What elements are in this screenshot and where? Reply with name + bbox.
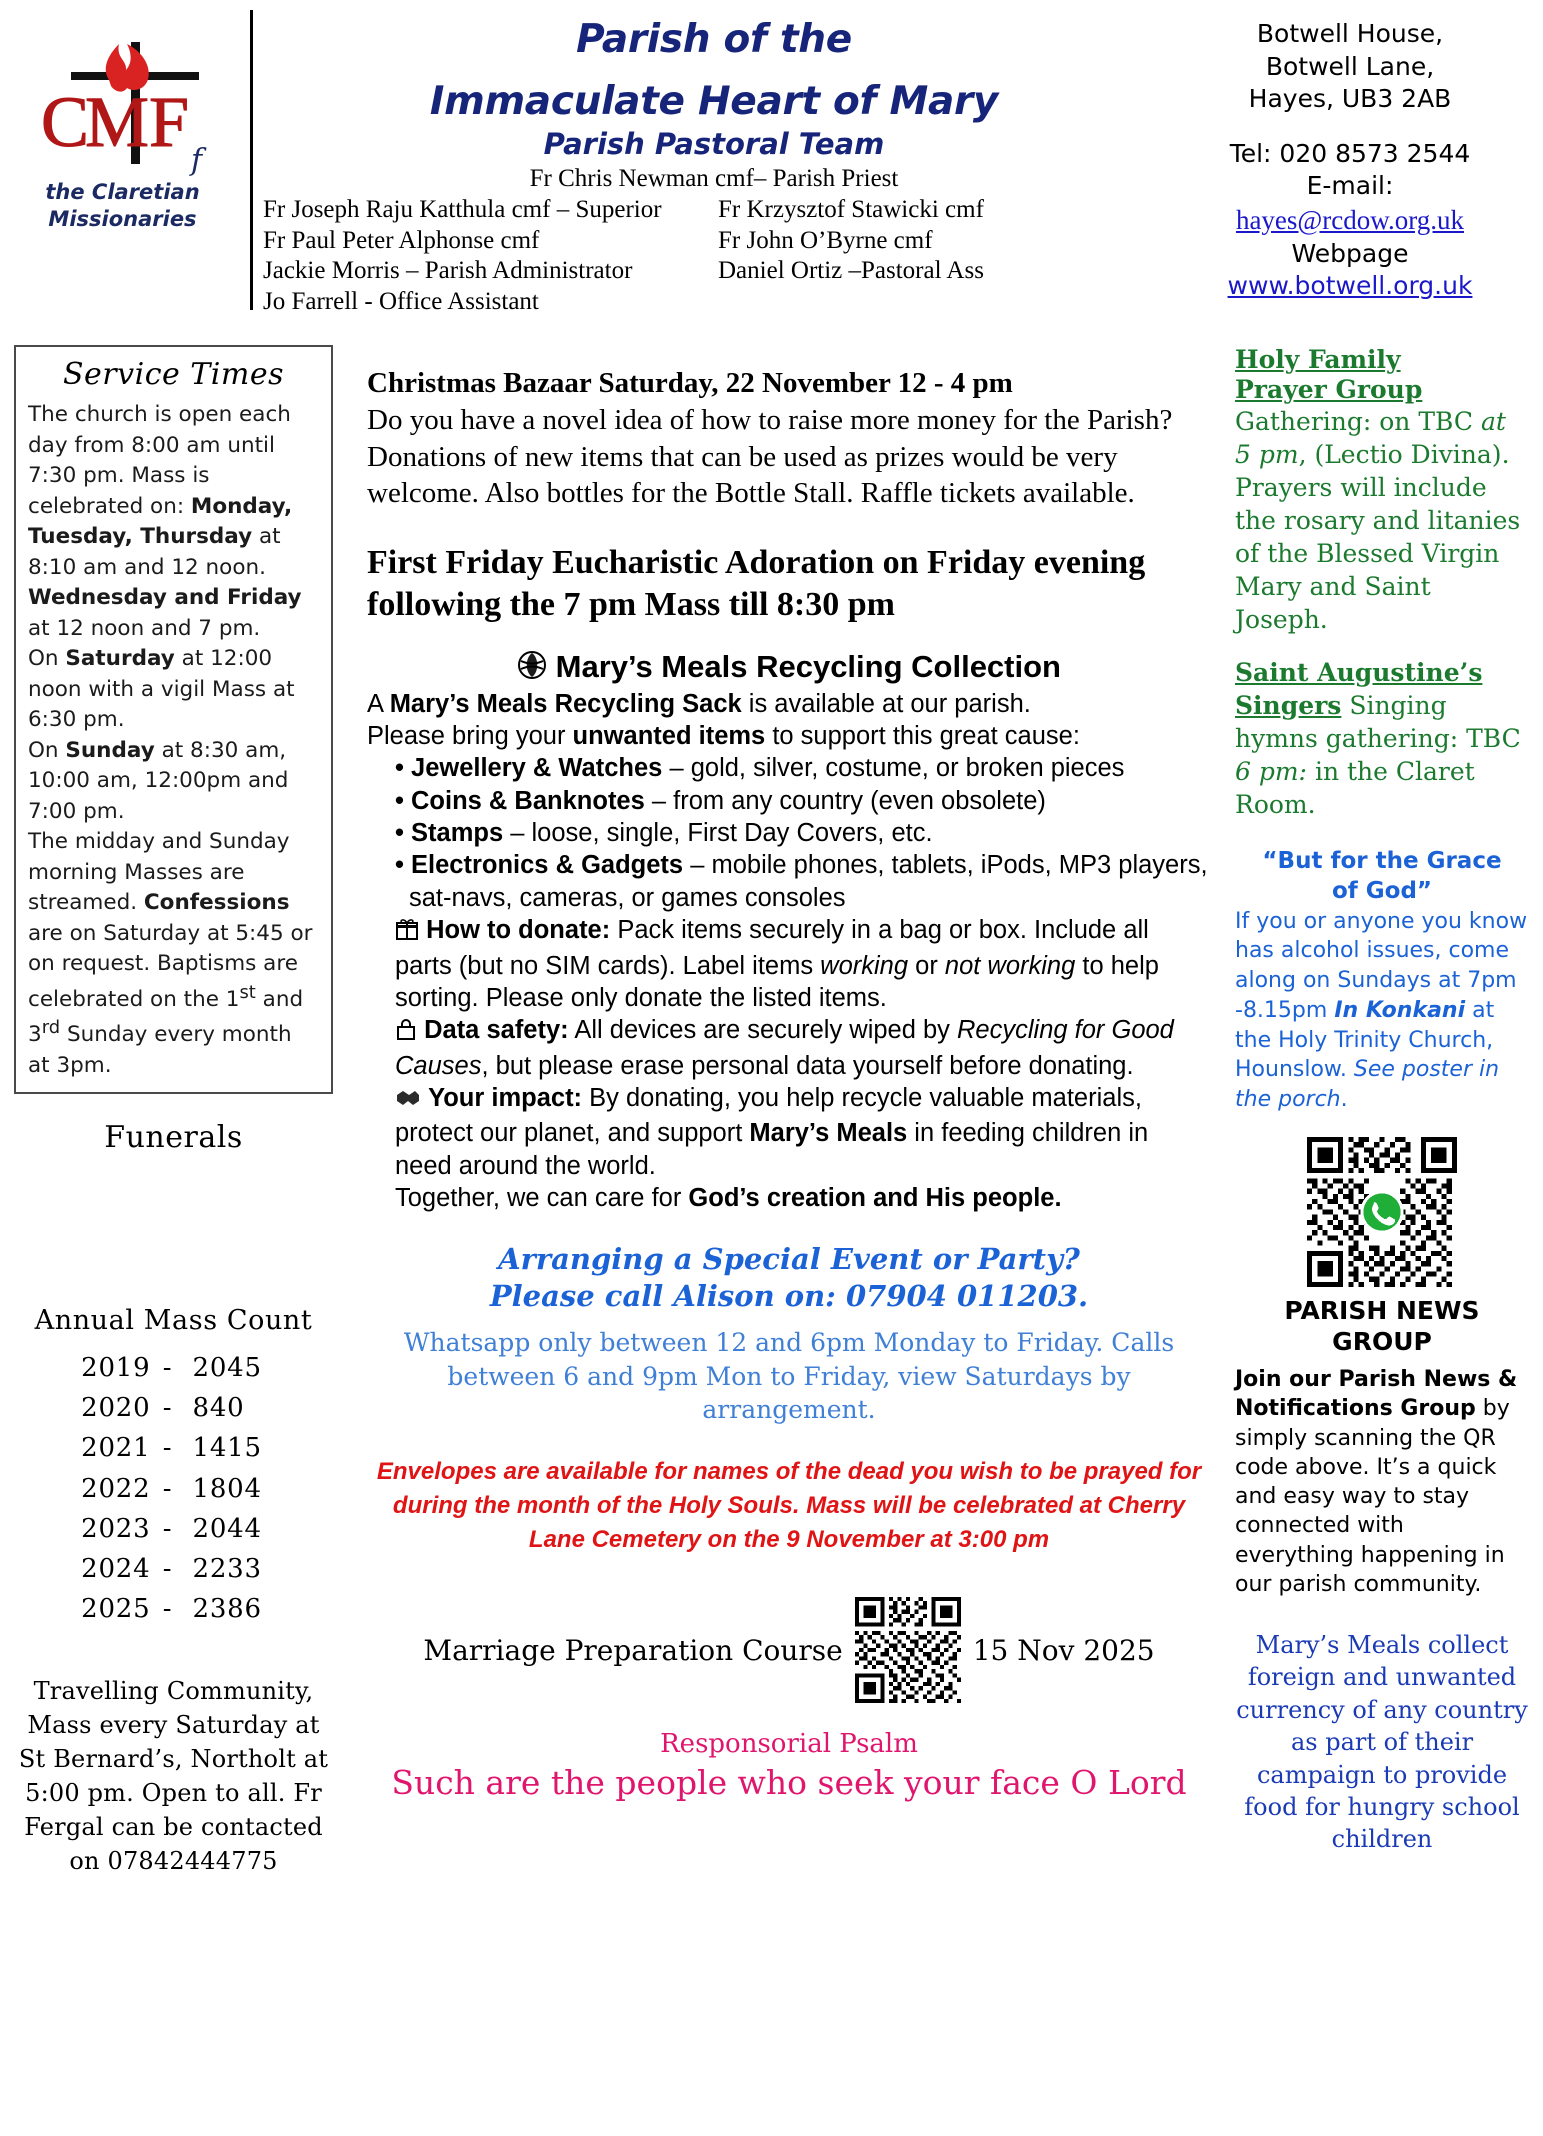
parish-title-line2: Immaculate Heart of Mary — [429, 78, 999, 124]
mass-count-title: Annual Mass Count — [34, 1304, 313, 1336]
mass-count-dash: - — [162, 1433, 173, 1464]
mass-count-value: 840 — [192, 1392, 245, 1423]
mass-count-dash: - — [162, 1392, 173, 1423]
special-event-line1: Arranging a Special Event or Party? — [498, 1241, 1080, 1276]
handshake-icon — [395, 1085, 421, 1117]
parish-title-block — [245, 0, 1165, 317]
parish-priest-line: Fr Chris Newman cmf– Parish Priest — [529, 165, 899, 193]
team-member: Fr Paul Peter Alphonse cmf — [263, 226, 540, 254]
mass-count-year: 2023 — [81, 1513, 151, 1544]
singers-body-post: in the Claret Room. — [1235, 757, 1475, 819]
grace-body-c: . — [1340, 1086, 1348, 1112]
table-row — [14, 1388, 333, 1428]
table-row — [14, 1589, 333, 1629]
parish-title-line1: Parish of the — [576, 17, 852, 62]
team-member: Daniel Ortiz –Pastoral Ass — [718, 257, 984, 285]
gift-box-icon — [395, 917, 419, 949]
parish-news-body-rest: by simply scanning the QR code above. It’s a quick and easy way to stay connected with everything happening in our parish community. — [1235, 1396, 1510, 1597]
mass-count-year: 2025 — [81, 1594, 151, 1625]
table-row — [14, 1469, 333, 1509]
svg-text:F: F — [148, 82, 189, 162]
mass-count-value: 2045 — [192, 1352, 262, 1383]
email-label: E-mail: — [1306, 171, 1394, 200]
mass-count-table — [14, 1348, 333, 1630]
grace-body — [1235, 907, 1529, 1115]
newsletter-body — [0, 345, 1543, 1878]
parish-news-title-line1: PARISH NEWS — [1284, 1295, 1480, 1325]
first-friday-adoration-notice: First Friday Eucharistic Adoration on Friday evening following the 7 pm Mass till 8:30 pm — [367, 543, 1146, 624]
grace-of-god-block — [1235, 847, 1529, 1115]
right-sidebar — [1225, 345, 1543, 1856]
mass-count-dash: - — [162, 1473, 173, 1504]
your-impact-block — [367, 1082, 1211, 1182]
how-to-donate-em-not-working: not working — [944, 951, 1076, 980]
mass-count-dash: - — [162, 1594, 173, 1625]
mass-count-value: 2233 — [192, 1554, 262, 1585]
mass-count-year: 2020 — [81, 1392, 151, 1423]
your-impact-bold: Mary’s Meals — [749, 1119, 908, 1148]
service-times-box — [14, 345, 333, 1094]
how-to-donate-label: How to donate: — [426, 916, 611, 945]
mass-count-dash: - — [162, 1554, 173, 1585]
team-column-left — [263, 195, 718, 317]
marys-meals-intro-2: Please bring your unwanted items to support this great cause: — [367, 721, 1080, 750]
marys-meals-intro-1: A Mary’s Meals Recycling Sack is available at our parish. — [367, 689, 1031, 718]
list-item: • Stamps – loose, single, First Day Covers, etc. — [395, 819, 933, 848]
your-impact-text-b: in feeding children in need around the world. — [395, 1119, 1149, 1180]
team-member: Fr John O’Byrne cmf — [718, 226, 933, 254]
service-paragraph: The church is open each day from 8:00 am until 7:30 pm. Mass is celebrated on: Monday, Tuesday, Thursday at 8:10 am and 12 noon. Wednesday and Friday at 12 noon and 7 pm. — [28, 402, 302, 641]
service-paragraph: The midday and Sunday morning Masses are streamed. Confessions are on Saturday at 5:45 or on request. Baptisms are celebrated on the 1st and 3rd Sunday every month at 3pm. — [28, 829, 313, 1079]
how-to-donate-em-working: working — [820, 951, 909, 980]
mass-count-value: 2044 — [192, 1513, 262, 1544]
your-impact-label: Your impact: — [428, 1084, 583, 1113]
marys-meals-closing — [367, 1182, 1211, 1214]
marys-meals-item-list — [367, 752, 1211, 914]
how-to-donate-text-a: Pack items securely in a bag or box. Include all parts (but no SIM cards). Label items — [395, 916, 1149, 980]
service-paragraph: On Saturday at 12:00 noon with a vigil Mass at 6:30 pm. — [28, 646, 295, 733]
data-safety-block — [367, 1014, 1211, 1082]
holy-family-body-em: at 5 pm — [1235, 407, 1506, 469]
service-paragraph: On Sunday at 8:30 am, 10:00 am, 12:00pm and 7:00 pm. — [28, 737, 289, 824]
funerals-heading: Funerals — [104, 1119, 243, 1155]
parish-news-title-line2: GROUP — [1332, 1326, 1432, 1356]
marriage-course-row — [367, 1597, 1211, 1703]
address-line: Hayes, UB3 2AB — [1248, 84, 1452, 113]
logo-caption-line2: Missionaries — [48, 207, 197, 232]
responsorial-psalm-text: Such are the people who seek your face O Lord — [391, 1763, 1187, 1803]
logo-caption-line1: the Claretian — [45, 180, 200, 204]
grace-body-em-konkani: In Konkani — [1334, 997, 1466, 1023]
mass-count-value: 1804 — [192, 1473, 262, 1504]
table-row — [14, 1509, 333, 1549]
main-content-column — [345, 345, 1225, 1802]
marriage-course-label: Marriage Preparation Course — [423, 1633, 843, 1667]
how-to-donate-text-c: to help sorting. Please only donate the listed items. — [395, 951, 1159, 1012]
marriage-course-date: 15 Nov 2025 — [972, 1633, 1155, 1667]
how-to-donate-block — [367, 914, 1211, 1014]
list-item: • Jewellery & Watches – gold, silver, costume, or broken pieces — [395, 754, 1125, 783]
team-member: Fr Krzysztof Stawicki cmf — [718, 196, 984, 224]
mass-count-value: 1415 — [192, 1433, 262, 1464]
website-link[interactable]: www.botwell.org.uk — [1227, 271, 1473, 301]
closing-pre: Together, we can care for — [395, 1184, 689, 1213]
address-line: Botwell House, — [1256, 19, 1444, 48]
mass-count-year: 2022 — [81, 1473, 151, 1504]
telephone: Tel: 020 8573 2544 — [1229, 138, 1471, 168]
travelling-community-notice: Travelling Community, Mass every Saturday at St Bernard’s, Northolt at 5:00 pm. Open to all. Fr Fergal can be contacted on 07842444775 — [18, 1676, 329, 1876]
your-impact-text-a: By donating, you help recycle valuable materials, protect our planet, and support — [395, 1084, 1142, 1148]
special-event-line2: Please call Alison on: 07904 011203. — [489, 1279, 1089, 1314]
newsletter-header — [0, 0, 1543, 345]
mass-count-dash: - — [162, 1352, 173, 1383]
holy-family-heading-line2: Prayer Group — [1235, 375, 1423, 404]
holy-family-body-post: , (Lectio Divina). Prayers will include the rosary and litanies of the Blessed Virgin Mary and Saint Joseph. — [1235, 440, 1521, 634]
table-row — [14, 1348, 333, 1388]
logo-superscript-f: f — [190, 143, 202, 178]
marriage-course-qr-code[interactable] — [855, 1597, 961, 1703]
parish-news-body — [1235, 1365, 1529, 1599]
marys-meals-heading-row — [367, 649, 1211, 688]
pastoral-team-subtitle: Parish Pastoral Team — [543, 127, 885, 162]
holy-family-body-pre: Gathering: on TBC — [1235, 407, 1481, 436]
data-safety-text-a: All devices are securely wiped by — [568, 1016, 958, 1045]
holy-family-heading-line1: Holy Family — [1235, 345, 1401, 374]
mass-count-year: 2019 — [81, 1352, 151, 1383]
service-times-heading: Service Times — [63, 357, 284, 392]
team-member: Fr Joseph Raju Katthula cmf – Superior — [263, 196, 662, 224]
mass-count-dash: - — [162, 1513, 173, 1544]
marys-meals-currency-footer: Mary’s Meals collect foreign and unwanted currency of any country as part of their campaign to provide food for hungry school children — [1236, 1631, 1528, 1854]
svg-text:C: C — [40, 82, 89, 162]
data-safety-text-b: , but please erase personal data yourself before donating. — [481, 1051, 1134, 1080]
service-times-text — [28, 400, 319, 1082]
responsorial-psalm-title: Responsorial Psalm — [660, 1729, 918, 1760]
special-event-note: Whatsapp only between 12 and 6pm Monday to Friday. Calls between 6 and 9pm Mon to Friday, view Saturdays by arrangement. — [403, 1327, 1175, 1425]
marys-meals-heading: Mary’s Meals Recycling Collection — [555, 648, 1061, 684]
singers-body-em: 6 pm: — [1235, 757, 1307, 786]
closing-bold: God’s creation and His people. — [688, 1184, 1062, 1213]
data-safety-em: Recycling for Good Causes — [395, 1016, 1174, 1080]
list-item: • Electronics & Gadgets – mobile phones, tablets, iPods, MP3 players, sat-navs, cameras, or games consoles — [395, 851, 1208, 912]
list-item: • Coins & Banknotes – from any country (even obsolete) — [395, 786, 1046, 815]
claretian-logo-block — [0, 0, 245, 232]
mass-count-year: 2024 — [81, 1554, 151, 1585]
team-member: Jackie Morris – Parish Administrator — [263, 257, 633, 285]
grace-heading-line2: of God” — [1331, 877, 1433, 904]
grace-heading-line1: “But for the Grace — [1262, 848, 1502, 874]
data-safety-label: Data safety: — [424, 1016, 569, 1045]
svg-text:M: M — [84, 82, 149, 162]
email-link[interactable]: hayes@rcdow.org.uk — [1235, 204, 1465, 235]
mass-count-value: 2386 — [192, 1594, 262, 1625]
singers-block — [1235, 656, 1529, 821]
christmas-bazaar-title: Christmas Bazaar Saturday, 22 November 12 - 4 pm — [367, 367, 1013, 399]
cmf-flame-cross-icon — [23, 28, 223, 178]
left-sidebar — [0, 345, 345, 1878]
table-row — [14, 1549, 333, 1589]
holy-family-body — [1235, 405, 1529, 636]
globe-icon — [517, 650, 547, 688]
singers-heading: Saint Augustine’s Singers — [1235, 658, 1483, 720]
grace-body-em-poster: See poster in the porch — [1235, 1057, 1500, 1112]
address-line: Botwell Lane, — [1265, 51, 1435, 81]
holy-souls-envelopes-notice: Envelopes are available for names of the dead you wish to be prayed for during the month of the Holy Souls. Mass will be celebrated at Cherry Lane Cemetery on the 9 November at 3:00 pm — [376, 1458, 1202, 1554]
mass-count-year: 2021 — [81, 1433, 151, 1464]
christmas-bazaar-body: Do you have a novel idea of how to raise more money for the Parish? Donations of new items that can be used as prizes would be very welcome. Also bottles for the Bottle Stall. Raffle tickets available. — [367, 404, 1173, 510]
grace-body-b: at the Holy Trinity Church, Hounslow. — [1235, 997, 1495, 1083]
how-to-donate-text-b: or — [908, 951, 945, 980]
parish-contact-block — [1165, 0, 1535, 303]
singers-body-pre: Singing hymns gathering: TBC — [1235, 691, 1521, 753]
team-column-right — [718, 195, 1148, 317]
lock-icon — [395, 1017, 417, 1049]
parish-news-whatsapp-qr-code[interactable] — [1235, 1137, 1529, 1287]
parish-news-body-bold: Join our Parish News & Notifications Group — [1235, 1367, 1518, 1422]
team-member: Jo Farrell - Office Assistant — [263, 287, 539, 315]
header-vertical-divider — [250, 10, 253, 310]
grace-body-a: If you or anyone you know has alcohol issues, come along on Sundays at 7pm -8.15pm — [1235, 908, 1528, 1023]
webpage-label: Webpage — [1291, 238, 1409, 268]
pastoral-team-grid — [263, 195, 1165, 317]
address-spacer — [1165, 116, 1535, 138]
table-row — [14, 1428, 333, 1468]
